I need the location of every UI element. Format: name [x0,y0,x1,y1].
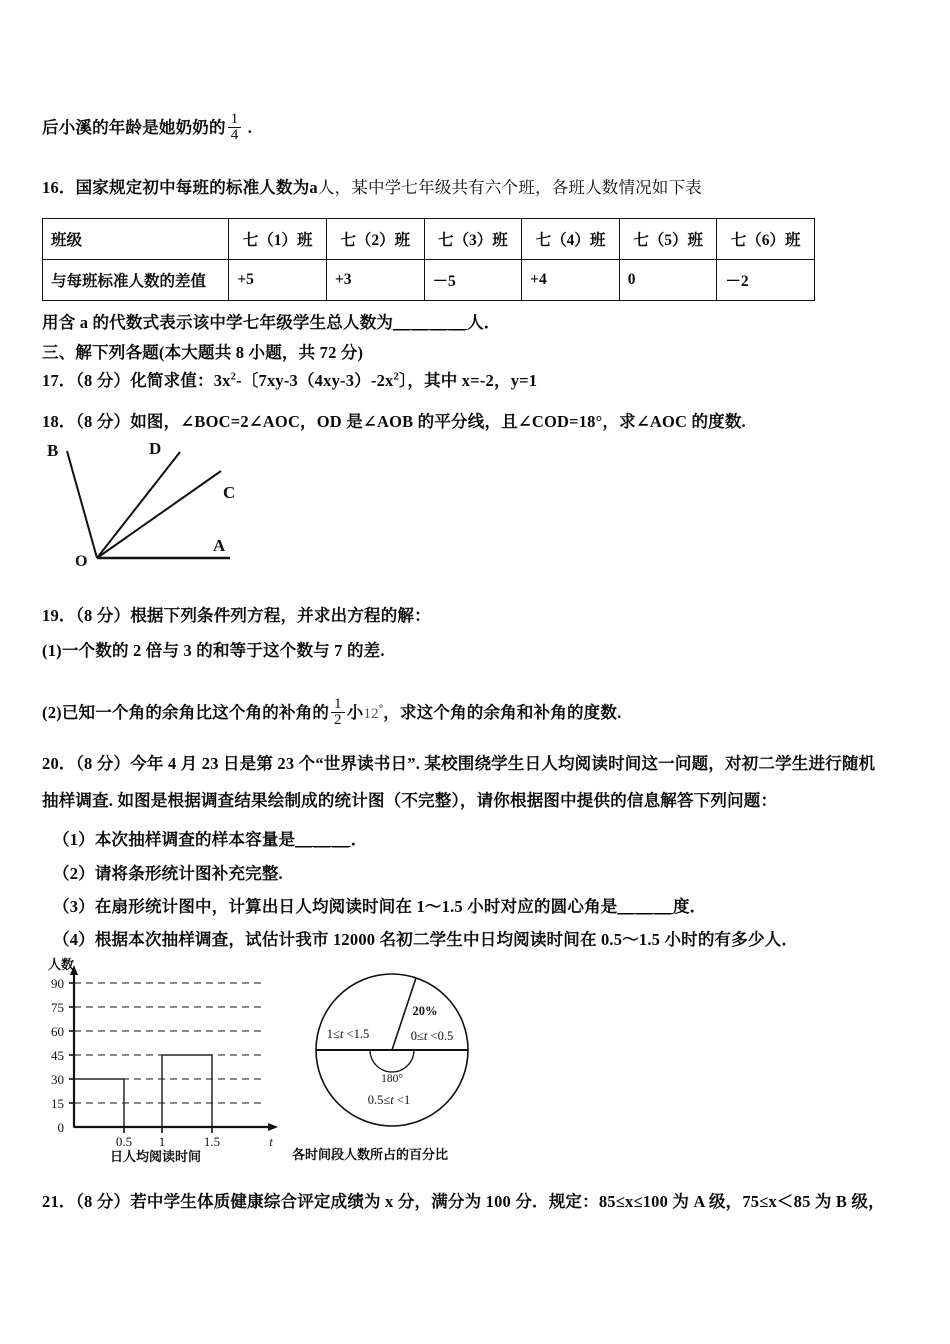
table-header-class-3: 七（3）班 [424,219,522,260]
q19-part2-value: 12 [363,706,379,722]
q18-marks: （8 分） [75,412,131,431]
fraction-one-half [331,697,345,729]
angle-diagram-svg [45,436,295,576]
pie-slice-value-20pct: 20% [412,1004,438,1018]
bar-chart-caption: 日人均阅读时间 [110,1149,202,1164]
ytick-label-75: 75 [51,1000,64,1015]
q17-number: 17． [42,371,76,390]
bar-chart-svg [38,955,288,1155]
xtick-label-1: 1 [158,1134,166,1149]
q16-followup-after: 人． [467,313,501,332]
fraction-numerator: 1 [334,696,342,712]
q18-text: 如图，∠BOC=2∠AOC，OD 是∠AOB 的平分线，且∠COD=18°，求∠AOC 的度数. [130,412,746,431]
q16-stem-variable: a [309,178,318,197]
q17-label: 化简求值： [130,371,214,390]
q20-sub1-after: ． [350,830,368,849]
table-header-class-2: 七（2）班 [326,219,424,260]
q16-stem-continued: 人，某中学七年级共有六个班，各班人数情况如下表 [317,178,702,197]
x-axis-symbol: t [269,1134,273,1149]
fraction-denominator: 2 [331,712,345,728]
table-row-header [43,219,815,260]
bar-chart-figure [38,955,288,1160]
q16-followup-before: 用含 a 的代数式表示该中学七年级学生总人数为 [42,313,394,332]
q17-expr-b-exponent: 2 [393,371,399,383]
q21-text: 若中学生体质健康综合评定成绩为 x 分，满分为 100 分．规定：85≤x≤100 为 A 级，75≤x＜85 为 B 级， [130,1192,885,1211]
pie-slice-label-1-to-1.5: 1≤t <1.5 [326,1027,370,1041]
y-axis-title: 人数 [48,957,75,972]
ytick-label-0: 0 [57,1120,64,1135]
table-row-label-difference: 与每班标准人数的差值 [43,260,229,301]
q19-part2-before: (2)已知一个角的余角比这个角的补角的 [42,703,330,722]
q21-number: 21． [42,1192,76,1211]
table-cell-diff-6: －2 [717,260,815,301]
table-header-class-1: 七（1）班 [229,219,327,260]
top-fragment-text-after: . [247,118,253,137]
fraction-one-quarter [228,112,242,144]
question-20-line-1 [42,754,875,774]
question-20-sub-3 [53,897,706,917]
q16-answer-blank: ＿＿＿＿ [393,313,468,332]
question-19-part-1: (1)一个数的 2 倍与 3 的和等于这个数与 7 的差. [42,641,385,660]
question-21 [42,1192,885,1212]
q20-sub3-before: （3）在扇形统计图中，计算出日人均阅读时间在 1～1.5 小时对应的圆心角是 [53,897,618,916]
question-18 [42,412,746,432]
table-cell-diff-5: 0 [619,260,717,301]
question-19-part-2 [42,697,621,729]
section-3-heading: 三、解下列各题(本大题共 8 小题，共 72 分) [42,343,364,362]
ray-oc [97,471,221,558]
q21-marks: （8 分） [75,1192,131,1211]
q17-expr-a: 3x [213,371,231,390]
top-fragment-line [42,112,252,144]
table-cell-diff-4: +4 [522,260,620,301]
ytick-label-90: 90 [51,976,64,991]
question-20-sub-2: （2）请将条形统计图补充完整. [53,864,283,883]
x-axis-arrow [268,1123,278,1131]
q16-number: 16． [42,178,76,197]
ytick-label-45: 45 [51,1048,64,1063]
q20-line1-text: 今年 4 月 23 日是第 23 个“世界读书日”. 某校围绕学生日人均阅读时间这一问题，对初二学生进行随机 [130,754,876,773]
q20-sub1-before: （1）本次抽样调查的样本容量是 [53,830,296,849]
table-cell-diff-1: +5 [229,260,327,301]
q19-number: 19． [42,606,76,625]
table-header-class-5: 七（5）班 [619,219,717,260]
center-angle-arc [370,1050,414,1072]
label-o: O [75,553,88,570]
angle-diagram-figure [45,436,295,581]
pie-slice-label-0-to-0.5: 0≤t <0.5 [410,1029,454,1043]
class-difference-table [42,218,815,301]
question-20-sub-1 [53,830,367,850]
q20-sub3-after: 度． [672,897,707,916]
q19-part2-mid: 小 [346,703,364,722]
pie-chart-caption: 各时间段人数所占的百分比 [292,1147,449,1162]
pie-slice-label-0.5-to-1: 0.5≤t <1 [367,1093,411,1107]
q19-marks: （8 分） [75,606,131,625]
q17-expr-c: 〕，其中 x=-2，y=1 [398,371,538,390]
top-fragment-text-before: 后小溪的年龄是她奶奶的 [42,118,226,137]
q20-sub3-blank: ＿＿＿ [617,897,673,916]
table-header-class-4: 七（4）班 [522,219,620,260]
ytick-label-15: 15 [51,1096,64,1111]
label-a: A [213,536,226,555]
question-17 [42,371,537,391]
q20-sub1-blank: ＿＿＿ [295,830,351,849]
table-row-differences [43,260,815,301]
question-19 [42,606,431,626]
center-angle-label: 180° [381,1073,403,1085]
bar-1-to-1.5 [162,1055,212,1127]
question-20-sub-4: （4）根据本次抽样调查，试估计我市 12000 名初二学生中日均阅读时间在 0.5～1.5 小时的有多少人． [53,930,799,949]
table-cell-diff-2: +3 [326,260,424,301]
q18-number: 18． [42,412,76,431]
q19-part2-degree: ° [378,703,384,715]
q17-expr-b: -〔7xy-3（4xy-3）-2x [236,371,394,390]
label-b: B [47,441,59,460]
q19-text: 根据下列条件列方程，并求出方程的解： [130,606,431,625]
xtick-label-0.5: 0.5 [115,1134,133,1149]
question-20-line-2: 抽样调查. 如图是根据调查结果绘制成的统计图（不完整），请你根据图中提供的信息解答下列问题： [42,791,778,810]
fraction-denominator: 4 [228,127,242,143]
pie-chart-svg [282,958,502,1143]
fraction-numerator: 1 [230,111,239,127]
q17-marks: （8 分） [75,371,131,390]
table-cell-diff-3: －5 [424,260,522,301]
question-16-stem [42,178,702,198]
ytick-label-30: 30 [51,1072,64,1087]
q16-stem-text: 国家规定初中每班的标准人数为 [75,178,310,197]
label-d: D [149,439,162,458]
table-header-class-6: 七（6）班 [717,219,815,260]
label-c: C [223,483,236,502]
question-16-followup [42,313,501,333]
ytick-label-60: 60 [51,1024,64,1039]
q20-number: 20． [42,754,76,773]
q17-expr-a-exponent: 2 [230,371,237,383]
xtick-label-1.5: 1.5 [203,1134,221,1149]
table-header-label: 班级 [43,219,229,260]
q19-part2-after: ，求这个角的余角和补角的度数. [383,703,622,722]
ray-ob [67,451,97,558]
ray-od [97,452,180,558]
q20-marks: （8 分） [75,754,131,773]
gridlines [74,983,266,1103]
pie-chart-figure [282,958,502,1148]
